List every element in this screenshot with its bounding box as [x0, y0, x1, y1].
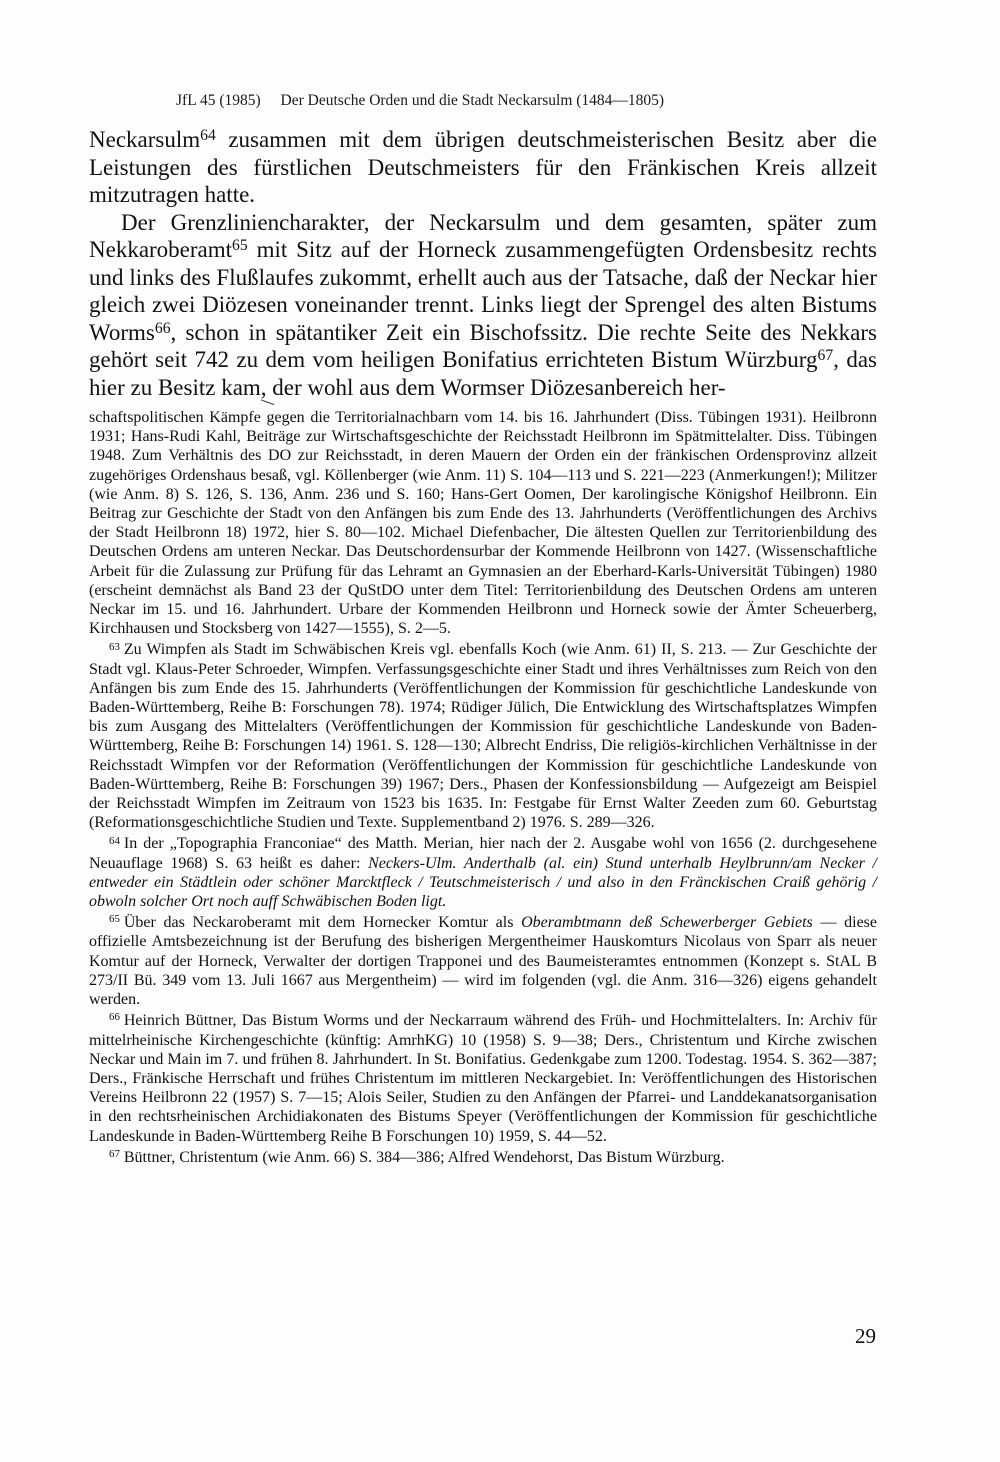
running-header: [176, 92, 876, 110]
footnote-67: $^{67}$ Büttner, Christentum (wie Anm. 66) S. 384—386; Alfred Wendehorst, Das Bistum Würzburg.: [109, 1147, 725, 1166]
footnote-63: $^{63}$ Zu Wimpfen als Stadt im Schwäbischen Kreis vgl. ebenfalls Koch (wie Anm. 61) II, S. 213. — Zur Geschichte der Stadt vgl. Klaus-Peter Schroeder, Wimpfen. Verfassungsgeschichte einer Stadt und ihres Verhältnisses zum Reich von den Anfängen bis zum Ende des 15. Jahrhunderts (Veröffentlichungen der Kommission für geschichtliche Landeskunde von Baden-Württemberg, Reihe B: Forschungen 78). 1974; Rüdiger Jülich, Die Entwicklung des Wirtschaftsplatzes Wimpfen bis zum Ausgang des Mittelalters (Veröffentlichungen der Kommission für geschichtliche Landeskunde von Baden-Württemberg, Reihe B: Forschungen 14) 1961. S. 128—130; Albrecht Endriss, Die religiös-kirchlichen Verhältnisse in der Reichsstadt Wimpfen vor der Reformation (Veröffentlichungen der Kommission für geschichtliche Landeskunde von Baden-Württemberg, Reihe B: Forschungen 39) 1967; Ders., Phasen der Konfessionsbildung — Aufgezeigt am Beispiel der Reichsstadt Wimpfen im Zeitraum von 1523 bis 1635. In: Festgabe für Ernst Walter Zeeden zum 60. Geburtstag (Reformationsgeschichtliche Studien und Texte. Supplementband 2) 1976. S. 289—326.: [89, 640, 877, 832]
running-title: Der Deutsche Orden und die Stadt Neckarsulm (1484—1805): [280, 92, 665, 109]
footnote-64: $^{64}$ In der „Topographia Franconiae“ des Matth. Merian, hier nach der 2. Ausgabe wohl von 1656 (2. durchgesehene Neuauflage 1968) S. 63 heißt es daher: Neckers-Ulm. Anderthalb (al. ein) Stund unterhalb Heylbrunn/am Necker / entweder ein Städtlein oder schöner Marcktfleck / Teutschmeisterisch / und also in den Fränckischen Craiß gehörig / obwoln solcher Ort noch auff Schwäbischen Boden ligt.: [89, 834, 877, 911]
footnote-continuation: schaftspolitischen Kämpfe gegen die Territorialnachbarn vom 14. bis 16. Jahrhundert (Diss. Tübingen 1931). Heilbronn 1931; Hans-Rudi Kahl, Beiträge zur Wirtschaftsgeschichte der Reichsstadt Heilbronn im Spätmittelalter. Diss. Tübingen 1948. Zum Verhältnis des DO zur Reichsstadt, in deren Mauern der Orden ein der fränkischen Ordensprovinz allzeit zugehöriges Ordenshaus besaß, vgl. Köllenberger (wie Anm. 11) S. 104—113 und S. 221—223 (Anmerkungen!); Militzer (wie Anm. 8) S. 126, S. 136, Anm. 236 und S. 160; Hans-Gert Oomen, Der karolingische Königshof Heilbronn. Ein Beitrag zur Geschichte der Stadt von den Anfängen bis zum Ende des 13. Jahrhunderts (Veröffentlichungen des Archivs der Stadt Heilbronn 18) 1972, hier S. 80—102. Michael Diefenbacher, Die ältesten Quellen zur Territorienbildung des Deutschen Ordens am unteren Neckar. Das Deutschordensurbar der Kommende Heilbronn von 1427. (Wissenschaftliche Arbeit für die Zulassung zur Prüfung für das Lehramt an Gymnasien an der Eberhard-Karls-Universität Tübingen) 1980 (erscheint demnächst als Band 23 der QuStDO unter dem Titel: Territorienbildung des Deutschen Ordens am unteren Neckar im 15. und 16. Jahrhundert. Urbare der Kommenden Heilbronn und Horneck sowie der Ämter Scheuerberg, Kirchhausen und Stocksberg von 1427—1555), S. 2—5.: [89, 409, 877, 638]
footnote-ref-65: 65: [232, 236, 248, 254]
footnote-65: $^{65}$ Über das Neckaroberamt mit dem Hornecker Komtur als Oberambtmann deß Schewerberger Gebiets — diese offizielle Amtsbezeichnung ist der Berufung des bisherigen Mergentheimer Hauskomturs Nicolaus von Sparr als neuer Komtur auf der Horneck, Verwalter der dortigen Trapponei und des Baumeisteramtes entnommen (Konzept s. StAL B 273/II Bü. 349 vom 13. Juli 1667 aus Mergentheim) — wird im folgenden (vgl. die Anm. 316—326) eigens gehandelt werden.: [89, 913, 877, 1009]
paragraph-1: Neckarsulm$^{64}$ zusammen mit dem übrigen deutschmeisterischen Besitz aber die Leistungen des fürstlichen Deutschmeisters für den Fränkischen Kreis allzeit mitzutragen hatte.: [89, 126, 877, 207]
footnote-66: $^{66}$ Heinrich Büttner, Das Bistum Worms und der Neckarraum während des Früh- und Hochmittelalters. In: Archiv für mittelrheinische Kirchengeschichte (künftig: AmrhKG) 10 (1958) S. 9—38; Ders., Christentum und Kirche zwischen Neckar und Main im 7. und frühen 8. Jahrhundert. In St. Bonifatius. Gedenkgabe zum 1200. Todestag. 1954. S. 362—387; Ders., Fränkische Herrschaft und frühes Christentum im mittleren Neckargebiet. In: Veröffentlichungen des Historischen Vereins Heilbronn 22 (1957) S. 7—15; Alois Seiler, Studien zu den Anfängen der Pfarrei- und Landdekanatsorganisation in den rechtsrheinischen Archidiakonaten des Bistums Speyer (Veröffentlichungen der Kommission für geschichtliche Landeskunde in Baden-Württemberg Reihe B Forschungen 10) 1959, S. 44—52.: [89, 1011, 877, 1145]
footnote-ref-67: 67: [817, 346, 834, 364]
page-number: 29: [855, 1324, 876, 1348]
footnote-ref-66: 66: [154, 319, 171, 337]
main-text: [89, 126, 877, 401]
footnote-ref-64: 64: [200, 126, 216, 144]
paragraph-2: Der Grenzliniencharakter, der Neckarsulm und dem gesamten, später zum Nekkaroberamt$^{65}$ mit Sitz auf der Horneck zusammengefügten Ordensbesitz rechts und links des Flußlaufes zukommt, erhellt auch aus der Tatsache, daß der Neckar hier gleich zwei Diözesen voneinander trennt. Links liegt der Sprengel des alten Bistums Worms$^{66}$, schon in spätantiker Zeit ein Bischofssitz. Die rechte Seite des Nekkars gehört seit 742 zu dem vom heiligen Bonifatius errichteten Bistum Würzburg$^{67}$, das hier zu Besitz kam, der wohl aus dem Wormser Diözesanbereich her-: [89, 209, 877, 400]
journal-citation: JfL 45 (1985): [176, 92, 261, 109]
footnotes: [89, 408, 877, 1169]
